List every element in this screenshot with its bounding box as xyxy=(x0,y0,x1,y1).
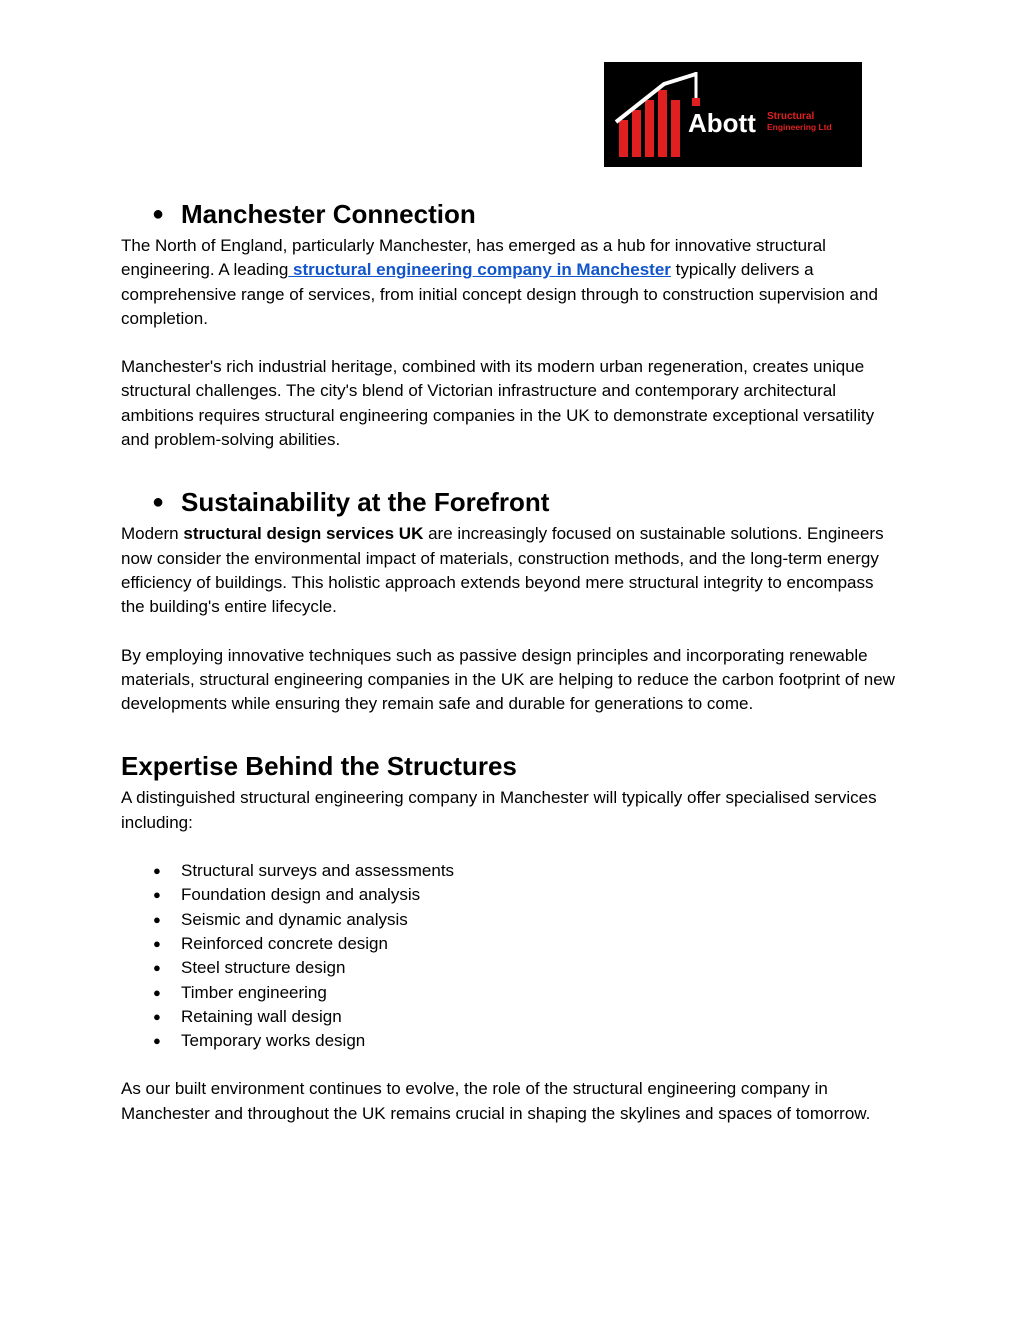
paragraph-manchester-heritage: Manchester's rich industrial heritage, combined with its modern urban regeneration, creates unique structural challenges. The city's blend of Victorian infrastructure and contemporary architectural ambitions requires structural engineering companies in the UK to demonstrate exceptional versatility and problem-solving abilities. xyxy=(121,357,875,450)
list-item: ● Timber engineering xyxy=(121,981,896,1005)
company-logo xyxy=(604,62,862,167)
logo-crane-hook xyxy=(692,98,700,106)
link-structural-engineering-company-manchester[interactable]: structural engineering company in Manchester xyxy=(288,260,671,280)
paragraph-closing: As our built environment continues to evolve, the role of the structural engineering company in Manchester and throughout the UK remains crucial in shaping the skylines and spaces of tomorrow. xyxy=(121,1079,871,1123)
article-body xyxy=(121,196,896,1126)
bold-keyword: structural design services UK xyxy=(183,524,424,544)
list-item: ● Steel structure design xyxy=(121,956,896,980)
logo-brand-text: Abott xyxy=(688,108,756,138)
logo-tagline-line2: Engineering Ltd xyxy=(767,122,832,132)
list-item: ● Reinforced concrete design xyxy=(121,932,896,956)
paragraph-text: are increasingly focused on sustainable solutions. Engineers now consider the environmental impact of materials, construction methods, and the long-term energy efficiency of buildings. This holistic approach extends beyond mere structural integrity to encompass the building's entire lifecycle. xyxy=(121,524,884,617)
bullet-icon: ● xyxy=(152,203,165,225)
list-item: ● Foundation design and analysis xyxy=(121,883,896,907)
list-item: ● Temporary works design xyxy=(121,1029,896,1053)
heading-expertise: Expertise Behind the Structures xyxy=(121,751,517,782)
paragraph-sustainability-intro xyxy=(121,522,896,619)
paragraph-manchester-intro xyxy=(121,234,896,331)
list-item: ● Structural surveys and assessments xyxy=(121,859,896,883)
paragraph-sustainability-techniques: By employing innovative techniques such as passive design principles and incorporating renewable materials, structural engineering companies in the UK are helping to reduce the carbon footprint of new developments while ensuring they remain safe and durable for generations to come. xyxy=(121,645,895,714)
logo-bar xyxy=(645,100,654,157)
list-item: ● Seismic and dynamic analysis xyxy=(121,908,896,932)
list-item: ● Retaining wall design xyxy=(121,1005,896,1029)
logo-bar xyxy=(658,90,667,157)
paragraph-expertise-intro: A distinguished structural engineering company in Manchester will typically offer specialised services including: xyxy=(121,788,877,832)
services-list xyxy=(121,859,896,1053)
paragraph-text: The North of England, particularly Manchester, has emerged as a hub for innovative structural engineering. A leading xyxy=(121,236,826,280)
logo-graphic xyxy=(604,62,862,167)
heading-text: Sustainability at the Forefront xyxy=(181,487,550,518)
heading-manchester-connection xyxy=(121,196,896,232)
logo-bar xyxy=(619,120,628,157)
bullet-icon: ● xyxy=(152,491,165,514)
paragraph-text: typically delivers a comprehensive range of services, from initial concept design through to construction supervision and completion. xyxy=(121,260,878,328)
heading-text: Manchester Connection xyxy=(181,199,476,229)
logo-bar xyxy=(671,100,680,157)
paragraph-text: Modern xyxy=(121,524,184,544)
logo-bar xyxy=(632,110,641,157)
logo-roof-line xyxy=(616,74,696,122)
logo-tagline-line1: Structural xyxy=(767,111,815,122)
heading-sustainability xyxy=(121,484,896,520)
